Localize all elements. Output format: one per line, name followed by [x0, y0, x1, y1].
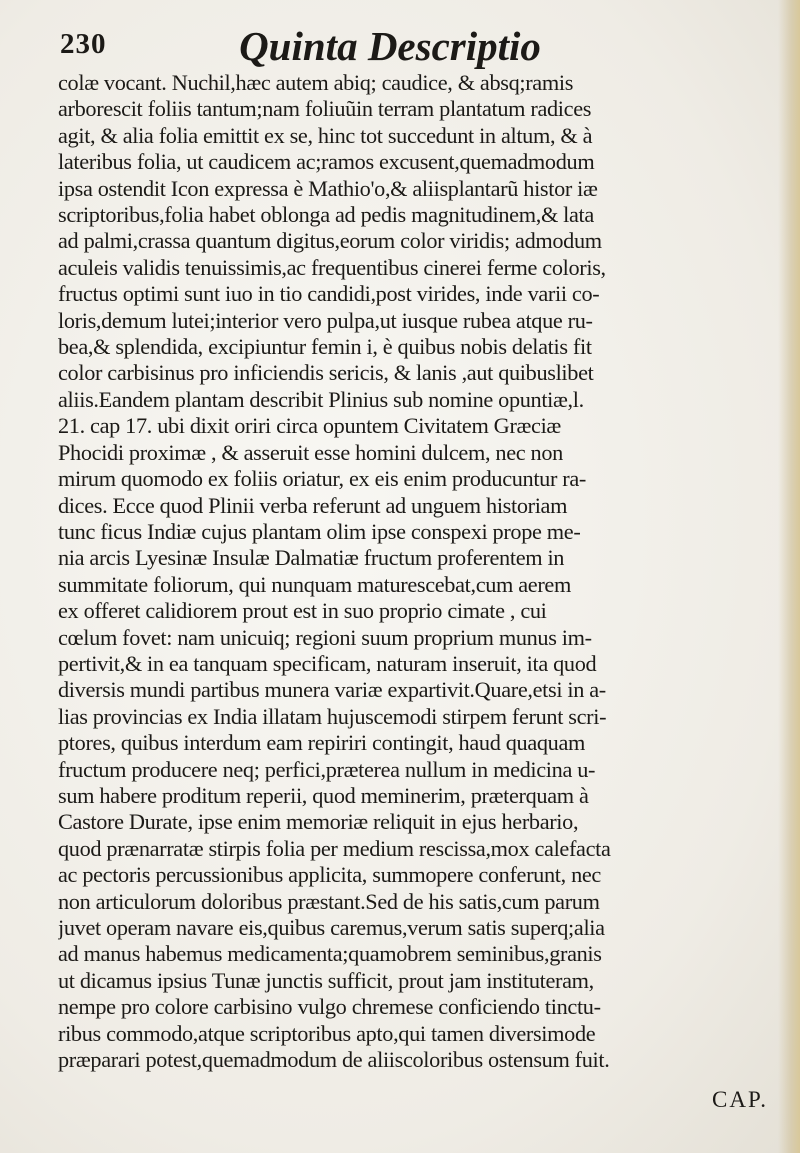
text-line: ipsa ostendit Icon expressa è Mathio'o,& aliisplantarũ histor iæ [58, 175, 598, 201]
text-line: ribus commodo,atque scriptoribus apto,qui tamen diversimode [58, 1020, 596, 1046]
text-line: Castore Durate, ipse enim memoriæ reliquit in ejus herbario, [58, 809, 579, 835]
text-line: ac pectoris percussionibus applicita, summopere conferunt, nec [58, 862, 601, 888]
text-line: ad manus habemus medicamenta;quamobrem seminibus,granis [58, 941, 602, 967]
text-line: non articulorum doloribus præstant.Sed de his satis,cum parum [58, 888, 600, 914]
text-line: aculeis validis tenuissimis,ac frequentibus cinerei ferme coloris, [58, 254, 606, 280]
text-line: scriptoribus,folia habet oblonga ad pedis magnitudinem,& lata [58, 202, 594, 228]
text-line: præparari potest,quemadmodum de aliiscoloribus ostensum fuit. [58, 1047, 610, 1073]
text-line: ex offeret calidiorem prout est in suo proprio cimate , cui [58, 598, 547, 624]
text-line: Phocidi proximæ , & asseruit esse homini dulcem, nec non [58, 439, 563, 465]
text-line: ptores, quibus interdum eam repiriri contingit, haud quaquam [58, 730, 586, 756]
text-line: pertivit,& in ea tanquam specificam, naturam inseruit, ita quod [58, 650, 597, 676]
text-line: bea,& splendida, excipiuntur femin i, è quibus nobis delatis fit [58, 334, 592, 360]
text-line: 21. cap 17. ubi dixit oriri circa opuntem Civitatem Græciæ [58, 413, 561, 439]
text-line: fructus optimi sunt iuo in tio candidi,post virides, inde varii co- [58, 281, 600, 307]
body-text [58, 70, 763, 1073]
text-line: lias provincias ex India illatam hujuscemodi stirpem ferunt scri- [58, 703, 607, 729]
text-line: tunc ficus Indiæ cujus plantam olim ipse conspexi prope me- [58, 518, 581, 544]
text-line: dices. Ecce quod Plinii verba referunt ad unguem historiam [58, 492, 568, 518]
text-line: color carbisinus pro inficiendis sericis, & lanis ,aut quibuslibet [58, 360, 594, 386]
text-line: lateribus folia, ut caudicem ac;ramos excusent,quemadmodum [58, 149, 595, 175]
page-number: 230 [60, 28, 107, 60]
text-line: nia arcis Lyesinæ Insulæ Dalmatiæ fructum proferentem in [58, 545, 565, 571]
text-line: summitate foliorum, qui nunquam maturescebat,cum aerem [58, 571, 571, 597]
text-line: fructum producere neq; perfici,præterea nullum in medicina u- [58, 756, 596, 782]
text-line: colæ vocant. Nuchil,hæc autem abiq; caudice, & absq;ramis [58, 70, 574, 95]
text-line: mirum quomodo ex foliis oriatur, ex eis enim producuntur ra- [58, 466, 586, 492]
page-edge-shadow [778, 0, 800, 1153]
text-line: ut dicamus ipsius Tunæ junctis sufficit, prout jam instituteram, [58, 967, 594, 993]
text-line: agit, & alia folia emittit ex se, hinc tot succedunt in altum, & à [58, 122, 593, 148]
page-header [60, 10, 760, 70]
running-title: Quinta Descriptio [239, 23, 541, 69]
text-line: loris,demum lutei;interior vero pulpa,ut iusque rubea atque ru- [58, 307, 593, 333]
text-line: nempe pro colore carbisino vulgo chremese conficiendo tinctu- [58, 994, 601, 1020]
text-line: cœlum fovet: nam unicuiq; regioni suum proprium munus im- [58, 624, 592, 650]
text-line: arborescit foliis tantum;nam foliuũin terram plantatum radices [58, 96, 592, 122]
catchword: CAP. [712, 1087, 768, 1112]
text-line: aliis.Eandem plantam describit Plinius sub nomine opuntiæ,l. [58, 386, 584, 412]
text-line: sum habere proditum reperii, quod meminerim, præterquam à [58, 782, 589, 808]
text-line: quod prænarratæ stirpis folia per medium rescissa,mox calefacta [58, 835, 611, 861]
text-line: ad palmi,crassa quantum digitus,eorum color viridis; admodum [58, 228, 602, 254]
text-line: juvet operam navare eis,quibus caremus,verum satis superq;alia [58, 915, 605, 940]
text-line: diversis mundi partibus munera variæ expartivit.Quare,etsi in a- [58, 677, 606, 703]
